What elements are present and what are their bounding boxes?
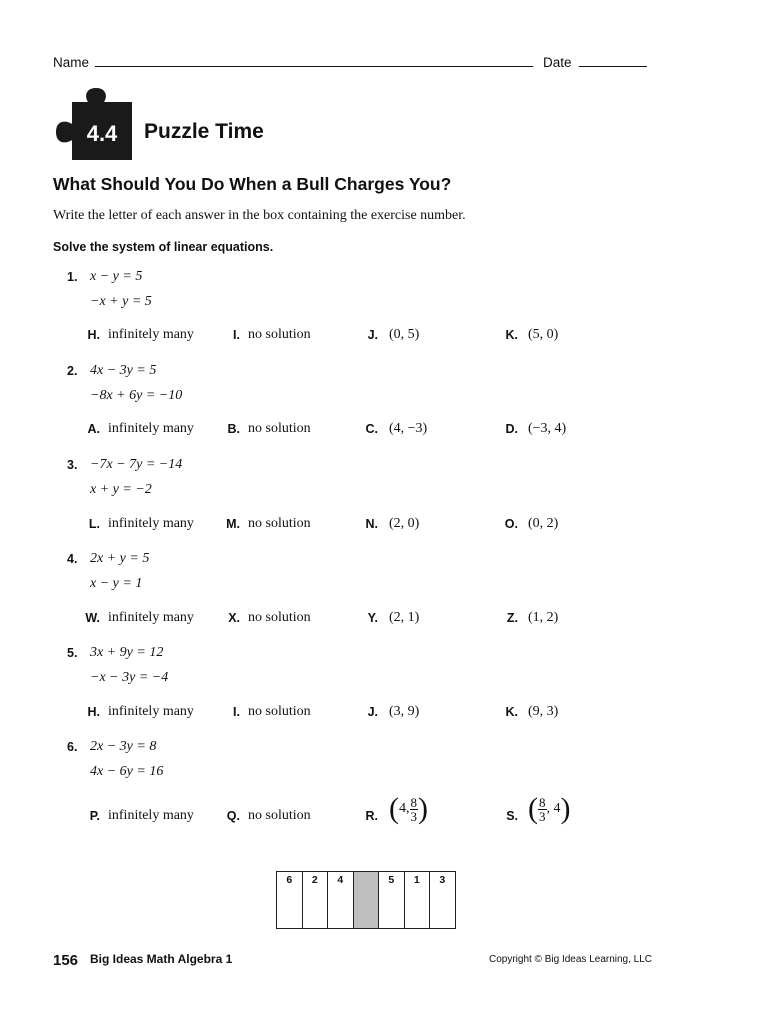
answer-option-letter: S. [506, 809, 518, 823]
instructions: Write the letter of each answer in the box containing the exercise number. [53, 208, 466, 223]
answer-option-text: infinitely many [108, 421, 194, 436]
answer-option-text: (−3, 4) [528, 421, 567, 436]
exercise-number: 6. [67, 740, 78, 754]
answer-option-text: no solution [248, 421, 311, 436]
equation-1: x − y = 5 [90, 269, 143, 284]
equation-1: 3x + 9y = 12 [90, 645, 164, 660]
fraction [410, 796, 419, 823]
equation-2: x + y = −2 [90, 482, 152, 497]
date-label: Date [543, 55, 572, 70]
equation-1: 4x − 3y = 5 [90, 363, 157, 378]
answer-option-letter: C. [365, 422, 378, 436]
right-paren: ) [560, 792, 571, 825]
answer-option-letter: A. [87, 422, 100, 436]
equation-1: 2x + y = 5 [90, 551, 150, 566]
fraction-denominator: 3 [410, 808, 417, 824]
answer-option-text: no solution [248, 327, 311, 342]
answer-option-letter: B. [227, 422, 240, 436]
answer-option-letter: R. [365, 809, 378, 823]
answer-option-fraction [528, 794, 571, 824]
name-field[interactable] [95, 55, 533, 67]
answer-option-text: (5, 0) [528, 327, 559, 342]
lesson-number: 4.4 [86, 121, 118, 146]
answer-option-letter: Y. [367, 611, 378, 625]
answer-option-letter: Q. [226, 809, 240, 823]
answer-option-text: infinitely many [108, 327, 194, 342]
exercise-number: 1. [67, 270, 78, 284]
fraction-denominator: 3 [539, 808, 546, 824]
answer-option-letter: K. [505, 705, 518, 719]
equation-2: −x − 3y = −4 [90, 670, 169, 685]
answer-option-letter: J. [367, 328, 378, 342]
answer-box[interactable]: 4 [328, 872, 354, 929]
equation-2: 4x − 6y = 16 [90, 764, 164, 779]
answer-box[interactable]: 6 [277, 872, 303, 929]
answer-option-text: no solution [248, 516, 311, 531]
answer-option-letter: L. [88, 517, 100, 531]
answer-option-letter: I. [233, 705, 240, 719]
answer-option-letter: K. [505, 328, 518, 342]
answer-box-blank [353, 872, 379, 929]
answer-option-text: (0, 5) [389, 327, 420, 342]
answer-option-text: (2, 1) [389, 610, 420, 625]
answer-option-letter: X. [228, 611, 240, 625]
exercise-number: 4. [67, 552, 78, 566]
copyright: Copyright © Big Ideas Learning, LLC [489, 954, 653, 965]
answer-option-letter: Z. [506, 611, 518, 625]
answer-option-text: no solution [248, 808, 311, 823]
exercise-number: 2. [67, 364, 78, 378]
page-number: 156 [53, 952, 79, 969]
answer-option-letter: O. [504, 517, 518, 531]
answer-option-text: no solution [248, 610, 311, 625]
answer-option-text: infinitely many [108, 610, 194, 625]
name-date-row [53, 55, 653, 70]
equation-1: 2x − 3y = 8 [90, 739, 157, 754]
left-paren: ( [528, 792, 538, 825]
answer-option-text: , 4 [546, 801, 561, 816]
answer-option-letter: M. [226, 517, 240, 531]
fraction [538, 796, 547, 823]
riddle-question: What Should You Do When a Bull Charges You? [53, 174, 452, 194]
equation-1: −7x − 7y = −14 [90, 457, 183, 472]
answer-box[interactable]: 2 [302, 872, 328, 929]
name-label: Name [53, 55, 90, 70]
answer-option-letter: I. [233, 328, 240, 342]
answer-option-fraction [389, 794, 428, 824]
page-title: Puzzle Time [144, 120, 264, 143]
date-field[interactable] [579, 55, 647, 67]
answer-option-letter: J. [367, 705, 378, 719]
answer-option-text: (3, 9) [389, 704, 420, 719]
answer-option-letter: N. [365, 517, 378, 531]
answer-option-text: (9, 3) [528, 704, 559, 719]
answer-option-text: infinitely many [108, 808, 194, 823]
answer-option-text: (2, 0) [389, 516, 420, 531]
book-title: Big Ideas Math Algebra 1 [90, 952, 233, 966]
equation-2: x − y = 1 [90, 576, 143, 591]
fraction-numerator: 8 [410, 794, 417, 810]
answer-option-text: (1, 2) [528, 610, 559, 625]
equation-2: −x + y = 5 [90, 294, 152, 309]
answer-box[interactable]: 3 [430, 872, 456, 929]
answer-option-letter: H. [87, 328, 100, 342]
directive: Solve the system of linear equations. [53, 240, 274, 254]
answer-option-letter: P. [89, 809, 100, 823]
answer-option-text: infinitely many [108, 704, 194, 719]
answer-option-letter: W. [85, 611, 100, 625]
answer-option-letter: H. [87, 705, 100, 719]
left-paren: ( [389, 792, 399, 825]
answer-option-letter: D. [505, 422, 518, 436]
right-paren: ) [418, 792, 428, 825]
equation-2: −8x + 6y = −10 [90, 388, 183, 403]
answer-option-text: (4, −3) [389, 421, 428, 436]
answer-box[interactable]: 1 [404, 872, 430, 929]
answer-box[interactable]: 5 [379, 872, 405, 929]
exercise-number: 5. [67, 646, 78, 660]
exercise-number: 3. [67, 458, 78, 472]
fraction-numerator: 8 [539, 794, 546, 810]
answer-option-text: no solution [248, 704, 311, 719]
answer-option-text: infinitely many [108, 516, 194, 531]
answer-option-text: 4, [399, 801, 410, 816]
answer-option-text: (0, 2) [528, 516, 559, 531]
answer-table [276, 871, 456, 929]
